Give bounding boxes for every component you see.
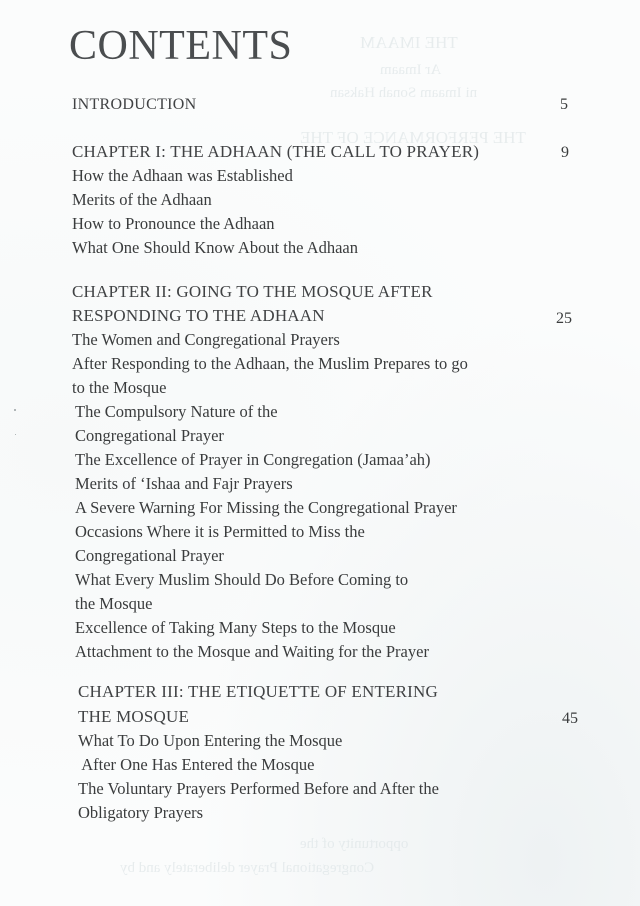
chapter-heading: RESPONDING TO THE ADHAAN [72, 306, 325, 325]
chapter-heading: CHAPTER II: GOING TO THE MOSQUE AFTER [72, 282, 433, 301]
toc-item: Merits of the Adhaan [72, 190, 212, 209]
toc-item: Congregational Prayer [75, 426, 224, 445]
toc-item: How to Pronounce the Adhaan [72, 214, 275, 233]
toc-item: After One Has Entered the Mosque [78, 755, 315, 774]
toc-item: After Responding to the Adhaan, the Muslim Prepares to go [72, 354, 468, 373]
toc-item: What To Do Upon Entering the Mosque [78, 731, 343, 750]
speck [15, 434, 16, 435]
chapter-heading: CHAPTER I: THE ADHAAN (THE CALL TO PRAYER) [72, 142, 480, 161]
toc-item: The Women and Congregational Prayers [72, 330, 340, 349]
chapter-heading: THE MOSQUE [78, 707, 190, 726]
toc-item: How the Adhaan was Established [72, 166, 293, 185]
toc-item: Excellence of Taking Many Steps to the Mosque [75, 618, 396, 637]
toc-item: Attachment to the Mosque and Waiting for the Prayer [75, 642, 429, 661]
toc-item: Occasions Where it is Permitted to Miss the [75, 522, 365, 541]
toc-item: Congregational Prayer [75, 546, 224, 565]
bleed-through-text: ni Imaam Sonah Haksan [330, 85, 478, 101]
toc-item: The Voluntary Prayers Performed Before and After the [78, 779, 439, 798]
page-number-chapter-3: 45 [562, 710, 578, 727]
chapter-heading: CHAPTER III: THE ETIQUETTE OF ENTERING [78, 682, 438, 701]
bleed-through-text: THE IMAAM [360, 33, 458, 52]
toc-item: Merits of ‘Ishaa and Fajr Prayers [75, 474, 293, 493]
toc-item: A Severe Warning For Missing the Congregational Prayer [75, 498, 457, 517]
page-number-chapter-2: 25 [556, 310, 572, 327]
toc-item: The Excellence of Prayer in Congregation (Jamaa’ah) [75, 450, 431, 469]
bleed-through-text: opportunity of the [300, 836, 409, 852]
page-title: CONTENTS [69, 23, 293, 69]
bleed-through-text: Congregational Prayer deliberately and by [120, 860, 375, 876]
toc-introduction: INTRODUCTION [72, 96, 197, 113]
toc-item: to the Mosque [72, 378, 167, 397]
toc-item: What One Should Know About the Adhaan [72, 238, 358, 257]
toc-item: The Compulsory Nature of the [75, 402, 278, 421]
bleed-through-text: Ar Imaam [380, 62, 442, 78]
page-number-introduction: 5 [560, 96, 568, 113]
toc-item: the Mosque [75, 594, 153, 613]
bleed-through-text: THE PERFORMANCE OF THE [300, 128, 526, 147]
page-number-chapter-1: 9 [561, 144, 569, 161]
speck [14, 409, 16, 411]
toc-item: What Every Muslim Should Do Before Coming to [75, 570, 409, 589]
toc-item: Obligatory Prayers [78, 803, 204, 822]
